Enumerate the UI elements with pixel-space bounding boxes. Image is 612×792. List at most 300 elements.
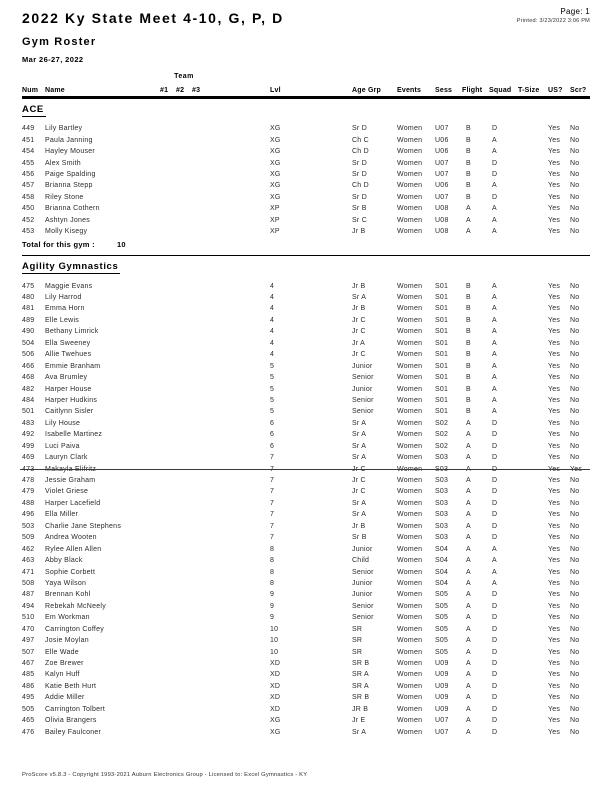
cell-sess: S01 — [435, 305, 449, 313]
cell-lvl: 5 — [270, 408, 275, 416]
cell-lvl: 7 — [270, 454, 275, 462]
cell-sess: U09 — [435, 660, 449, 668]
cell-flight: B — [466, 385, 471, 393]
cell-sess: U09 — [435, 682, 449, 690]
cell-sess: U06 — [435, 148, 449, 156]
cell-scr: No — [570, 385, 580, 393]
cell-num: 467 — [22, 660, 35, 668]
cell-us: Yes — [548, 170, 561, 178]
cell-us: Yes — [548, 557, 561, 565]
cell-squad: A — [492, 148, 497, 156]
cell-lvl: 10 — [270, 648, 279, 656]
cell-name: Rylee Allen Allen — [45, 545, 102, 553]
cell-squad: A — [492, 557, 497, 565]
cell-us: Yes — [548, 305, 561, 313]
cell-name: Kalyn Huff — [45, 671, 80, 679]
cell-num: 458 — [22, 193, 35, 201]
cell-us: Yes — [548, 637, 561, 645]
cell-flight: A — [466, 557, 471, 565]
table-row — [22, 646, 590, 657]
cell-lvl: 7 — [270, 488, 275, 496]
cell-scr: No — [570, 228, 580, 236]
cell-name: Bethany Limrick — [45, 328, 99, 336]
table-row — [22, 669, 590, 680]
cell-events: Women — [397, 193, 423, 201]
table-row — [22, 215, 590, 226]
cell-sess: S01 — [435, 339, 449, 347]
cell-squad: A — [492, 136, 497, 144]
cell-us: Yes — [548, 682, 561, 690]
table-row — [22, 280, 590, 291]
cell-age-grp: Sr C — [352, 216, 367, 224]
cell-scr: No — [570, 660, 580, 668]
cell-flight: B — [466, 351, 471, 359]
cell-scr: No — [570, 671, 580, 679]
cell-name: Sophie Corbett — [45, 568, 96, 576]
cell-us: Yes — [548, 216, 561, 224]
cell-num: 510 — [22, 614, 35, 622]
cell-scr: No — [570, 362, 580, 370]
cell-us: Yes — [548, 159, 561, 167]
cell-scr: No — [570, 205, 580, 213]
cell-squad: A — [492, 339, 497, 347]
cell-age-grp: Ch D — [352, 182, 369, 190]
cell-scr: No — [570, 374, 580, 382]
cell-squad: A — [492, 545, 497, 553]
table-row — [22, 372, 590, 383]
cell-flight: A — [466, 602, 471, 610]
cell-age-grp: Sr A — [352, 728, 367, 736]
cell-flight: B — [466, 136, 471, 144]
cell-name: Ella Sweeney — [45, 339, 91, 347]
cell-lvl: XG — [270, 170, 281, 178]
cell-events: Women — [397, 682, 423, 690]
cell-us: Yes — [548, 182, 561, 190]
table-row — [22, 203, 590, 214]
cell-scr: No — [570, 294, 580, 302]
cell-squad: A — [492, 328, 497, 336]
cell-lvl: XD — [270, 694, 281, 702]
cell-events: Women — [397, 545, 423, 553]
cell-us: Yes — [548, 205, 561, 213]
cell-sess: S01 — [435, 408, 449, 416]
gym-total-value: 10 — [116, 240, 126, 250]
cell-events: Women — [397, 648, 423, 656]
cell-name: Em Workman — [45, 614, 90, 622]
cell-sess: U08 — [435, 228, 449, 236]
cell-num: 482 — [22, 385, 35, 393]
cell-num: 489 — [22, 316, 35, 324]
cell-num: 455 — [22, 159, 35, 167]
cell-scr: No — [570, 614, 580, 622]
cell-flight: B — [466, 193, 471, 201]
column-header-name: Name — [45, 87, 65, 94]
cell-age-grp: Jr E — [352, 717, 366, 725]
cell-num: 499 — [22, 442, 35, 450]
cell-age-grp: Jr B — [352, 282, 366, 290]
cell-scr: No — [570, 591, 580, 599]
cell-events: Women — [397, 385, 423, 393]
cell-scr: No — [570, 694, 580, 702]
cell-num: 453 — [22, 228, 35, 236]
report-title: 2022 Ky State Meet 4-10, G, P, D — [22, 10, 284, 26]
table-row — [22, 146, 590, 157]
cell-age-grp: Junior — [352, 385, 373, 393]
cell-lvl: 4 — [270, 351, 275, 359]
cell-flight: B — [466, 316, 471, 324]
cell-num: 469 — [22, 454, 35, 462]
table-row — [22, 349, 590, 360]
cell-age-grp: Sr D — [352, 193, 367, 201]
cell-scr: No — [570, 705, 580, 713]
cell-flight: A — [466, 660, 471, 668]
cell-flight: B — [466, 159, 471, 167]
cell-lvl: 10 — [270, 625, 279, 633]
cell-squad: D — [492, 614, 498, 622]
cell-age-grp: Sr A — [352, 294, 367, 302]
cell-squad: D — [492, 170, 498, 178]
cell-scr: No — [570, 339, 580, 347]
table-row — [22, 624, 590, 635]
table-row — [22, 418, 590, 429]
cell-scr: No — [570, 419, 580, 427]
cell-name: Andrea Wooten — [45, 534, 97, 542]
cell-age-grp: Jr B — [352, 228, 366, 236]
cell-name: Luci Paiva — [45, 442, 80, 450]
cell-age-grp: Sr A — [352, 442, 367, 450]
cell-num: 478 — [22, 477, 35, 485]
report-subtitle: Gym Roster — [22, 36, 97, 48]
table-row — [22, 612, 590, 623]
table-row — [22, 635, 590, 646]
cell-squad: D — [492, 477, 498, 485]
cell-num: 501 — [22, 408, 35, 416]
table-row — [22, 429, 590, 440]
cell-num: 452 — [22, 216, 35, 224]
cell-scr: No — [570, 396, 580, 404]
cell-flight: A — [466, 465, 471, 473]
cell-squad: D — [492, 682, 498, 690]
cell-flight: A — [466, 728, 471, 736]
cell-squad: D — [492, 694, 498, 702]
table-row — [22, 452, 590, 463]
cell-lvl: 5 — [270, 385, 275, 393]
cell-name: Brennan Kohl — [45, 591, 91, 599]
cell-age-grp: Senior — [352, 602, 374, 610]
cell-scr: No — [570, 431, 580, 439]
cell-num: 486 — [22, 682, 35, 690]
table-row — [22, 303, 590, 314]
cell-lvl: XG — [270, 125, 281, 133]
cell-num: 485 — [22, 671, 35, 679]
cell-scr: No — [570, 488, 580, 496]
cell-sess: S03 — [435, 499, 449, 507]
cell-us: Yes — [548, 579, 561, 587]
cell-lvl: 9 — [270, 614, 275, 622]
cell-name: Josie Moylan — [45, 637, 89, 645]
cell-flight: A — [466, 705, 471, 713]
cell-num: 484 — [22, 396, 35, 404]
cell-scr: No — [570, 499, 580, 507]
gym-total-label: Total for this gym : — [22, 240, 95, 250]
cell-squad: D — [492, 660, 498, 668]
table-row — [22, 715, 590, 726]
table-row — [22, 463, 590, 474]
cell-name: Carrington Coffey — [45, 625, 104, 633]
column-header-events: Events — [397, 87, 422, 94]
cell-age-grp: Sr A — [352, 454, 367, 462]
cell-events: Women — [397, 305, 423, 313]
gym-section — [22, 104, 590, 256]
cell-squad: D — [492, 193, 498, 201]
cell-squad: D — [492, 125, 498, 133]
cell-name: Yaya Wilson — [45, 579, 87, 587]
cell-scr: No — [570, 717, 580, 725]
cell-squad: D — [492, 159, 498, 167]
cell-name: Lily House — [45, 419, 81, 427]
cell-us: Yes — [548, 282, 561, 290]
cell-us: Yes — [548, 339, 561, 347]
cell-events: Women — [397, 396, 423, 404]
cell-sess: S01 — [435, 362, 449, 370]
cell-flight: A — [466, 671, 471, 679]
cell-name: Charlie Jane Stephens — [45, 522, 122, 530]
cell-num: 504 — [22, 339, 35, 347]
table-row — [22, 532, 590, 543]
cell-scr: No — [570, 568, 580, 576]
cell-events: Women — [397, 148, 423, 156]
cell-squad: A — [492, 408, 497, 416]
cell-flight: A — [466, 694, 471, 702]
cell-num: 462 — [22, 545, 35, 553]
roster-sections — [22, 104, 590, 740]
cell-squad: D — [492, 454, 498, 462]
cell-sess: S01 — [435, 282, 449, 290]
cell-events: Women — [397, 477, 423, 485]
cell-num: 476 — [22, 728, 35, 736]
cell-sess: U09 — [435, 671, 449, 679]
cell-lvl: 7 — [270, 499, 275, 507]
cell-events: Women — [397, 216, 423, 224]
cell-us: Yes — [548, 694, 561, 702]
cell-age-grp: Senior — [352, 374, 374, 382]
cell-us: Yes — [548, 591, 561, 599]
cell-events: Women — [397, 408, 423, 416]
cell-sess: S04 — [435, 545, 449, 553]
cell-age-grp: Jr C — [352, 351, 366, 359]
cell-events: Women — [397, 170, 423, 178]
cell-flight: A — [466, 648, 471, 656]
cell-lvl: 6 — [270, 419, 275, 427]
cell-sess: S03 — [435, 488, 449, 496]
cell-lvl: XD — [270, 660, 281, 668]
cell-us: Yes — [548, 625, 561, 633]
cell-us: Yes — [548, 614, 561, 622]
table-row — [22, 338, 590, 349]
cell-num: 488 — [22, 499, 35, 507]
cell-lvl: XG — [270, 193, 281, 201]
cell-us: Yes — [548, 488, 561, 496]
cell-scr: No — [570, 282, 580, 290]
cell-lvl: 4 — [270, 294, 275, 302]
table-row — [22, 292, 590, 303]
cell-age-grp: Senior — [352, 396, 374, 404]
cell-events: Women — [397, 717, 423, 725]
cell-events: Women — [397, 568, 423, 576]
cell-flight: B — [466, 182, 471, 190]
cell-squad: D — [492, 728, 498, 736]
cell-age-grp: Junior — [352, 545, 373, 553]
cell-us: Yes — [548, 228, 561, 236]
cell-age-grp: SR A — [352, 682, 369, 690]
table-header — [22, 73, 590, 99]
table-row — [22, 192, 590, 203]
cell-us: Yes — [548, 545, 561, 553]
cell-num: 487 — [22, 591, 35, 599]
cell-lvl: XP — [270, 216, 280, 224]
cell-name: Harper Lacefield — [45, 499, 101, 507]
cell-num: 492 — [22, 431, 35, 439]
cell-squad: D — [492, 534, 498, 542]
cell-events: Women — [397, 205, 423, 213]
cell-flight: A — [466, 511, 471, 519]
cell-scr: Yes — [570, 465, 583, 473]
cell-squad: A — [492, 374, 497, 382]
cell-scr: No — [570, 170, 580, 178]
cell-num: 450 — [22, 205, 35, 213]
cell-us: Yes — [548, 362, 561, 370]
cell-flight: A — [466, 228, 471, 236]
cell-squad: D — [492, 717, 498, 725]
cell-sess: S03 — [435, 477, 449, 485]
cell-name: Brianna Cothern — [45, 205, 100, 213]
cell-name: Makayla Elifritz — [45, 465, 97, 473]
cell-name: Bailey Faulconer — [45, 728, 102, 736]
cell-flight: A — [466, 614, 471, 622]
cell-sess: S03 — [435, 465, 449, 473]
cell-scr: No — [570, 534, 580, 542]
cell-sess: U07 — [435, 193, 449, 201]
cell-age-grp: JR B — [352, 705, 369, 713]
cell-squad: D — [492, 648, 498, 656]
cell-flight: B — [466, 282, 471, 290]
cell-name: Riley Stone — [45, 193, 84, 201]
cell-events: Women — [397, 694, 423, 702]
cell-lvl: XG — [270, 148, 281, 156]
column-header-team: Team — [174, 73, 194, 80]
table-row — [22, 157, 590, 168]
cell-num: 463 — [22, 557, 35, 565]
table-row — [22, 692, 590, 703]
cell-events: Women — [397, 637, 423, 645]
cell-us: Yes — [548, 385, 561, 393]
table-row — [22, 509, 590, 520]
cell-num: 490 — [22, 328, 35, 336]
cell-age-grp: SR B — [352, 694, 370, 702]
cell-name: Ava Brumley — [45, 374, 88, 382]
cell-events: Women — [397, 228, 423, 236]
cell-squad: D — [492, 442, 498, 450]
cell-sess: S01 — [435, 328, 449, 336]
cell-us: Yes — [548, 477, 561, 485]
cell-num: 456 — [22, 170, 35, 178]
cell-us: Yes — [548, 728, 561, 736]
cell-name: Emma Horn — [45, 305, 85, 313]
cell-flight: A — [466, 534, 471, 542]
table-row — [22, 395, 590, 406]
cell-us: Yes — [548, 431, 561, 439]
cell-events: Women — [397, 182, 423, 190]
cell-events: Women — [397, 602, 423, 610]
cell-squad: A — [492, 305, 497, 313]
cell-sess: S05 — [435, 625, 449, 633]
table-row — [22, 169, 590, 180]
cell-num: 495 — [22, 694, 35, 702]
cell-num: 503 — [22, 522, 35, 530]
cell-squad: A — [492, 228, 497, 236]
cell-name: Ella Miller — [45, 511, 79, 519]
gym-rows — [22, 123, 590, 237]
cell-num: 507 — [22, 648, 35, 656]
cell-name: Brianna Stepp — [45, 182, 93, 190]
cell-scr: No — [570, 305, 580, 313]
table-row — [22, 578, 590, 589]
table-row — [22, 543, 590, 554]
cell-sess: S05 — [435, 637, 449, 645]
cell-num: 468 — [22, 374, 35, 382]
cell-flight: A — [466, 637, 471, 645]
cell-scr: No — [570, 648, 580, 656]
cell-sess: S01 — [435, 374, 449, 382]
cell-num: 479 — [22, 488, 35, 496]
cell-sess: S03 — [435, 534, 449, 542]
cell-scr: No — [570, 522, 580, 530]
table-row — [22, 521, 590, 532]
cell-events: Women — [397, 282, 423, 290]
cell-scr: No — [570, 216, 580, 224]
cell-us: Yes — [548, 602, 561, 610]
cell-squad: A — [492, 316, 497, 324]
cell-scr: No — [570, 182, 580, 190]
cell-num: 497 — [22, 637, 35, 645]
table-row — [22, 123, 590, 134]
cell-num: 505 — [22, 705, 35, 713]
cell-events: Women — [397, 511, 423, 519]
table-row — [22, 360, 590, 371]
cell-age-grp: Junior — [352, 591, 373, 599]
cell-sess: S05 — [435, 614, 449, 622]
cell-events: Women — [397, 316, 423, 324]
cell-squad: A — [492, 568, 497, 576]
cell-us: Yes — [548, 499, 561, 507]
table-row — [22, 180, 590, 191]
cell-name: Carrington Tolbert — [45, 705, 106, 713]
table-row — [22, 406, 590, 417]
cell-scr: No — [570, 682, 580, 690]
cell-us: Yes — [548, 511, 561, 519]
cell-num: 494 — [22, 602, 35, 610]
cell-num: 496 — [22, 511, 35, 519]
cell-lvl: 7 — [270, 465, 275, 473]
cell-lvl: XD — [270, 682, 281, 690]
cell-squad: A — [492, 579, 497, 587]
cell-name: Rebekah McNeely — [45, 602, 106, 610]
column-header-scr: Scr? — [570, 87, 587, 94]
cell-events: Women — [397, 671, 423, 679]
cell-age-grp: Jr B — [352, 305, 366, 313]
cell-age-grp: Sr B — [352, 534, 367, 542]
table-row — [22, 441, 590, 452]
